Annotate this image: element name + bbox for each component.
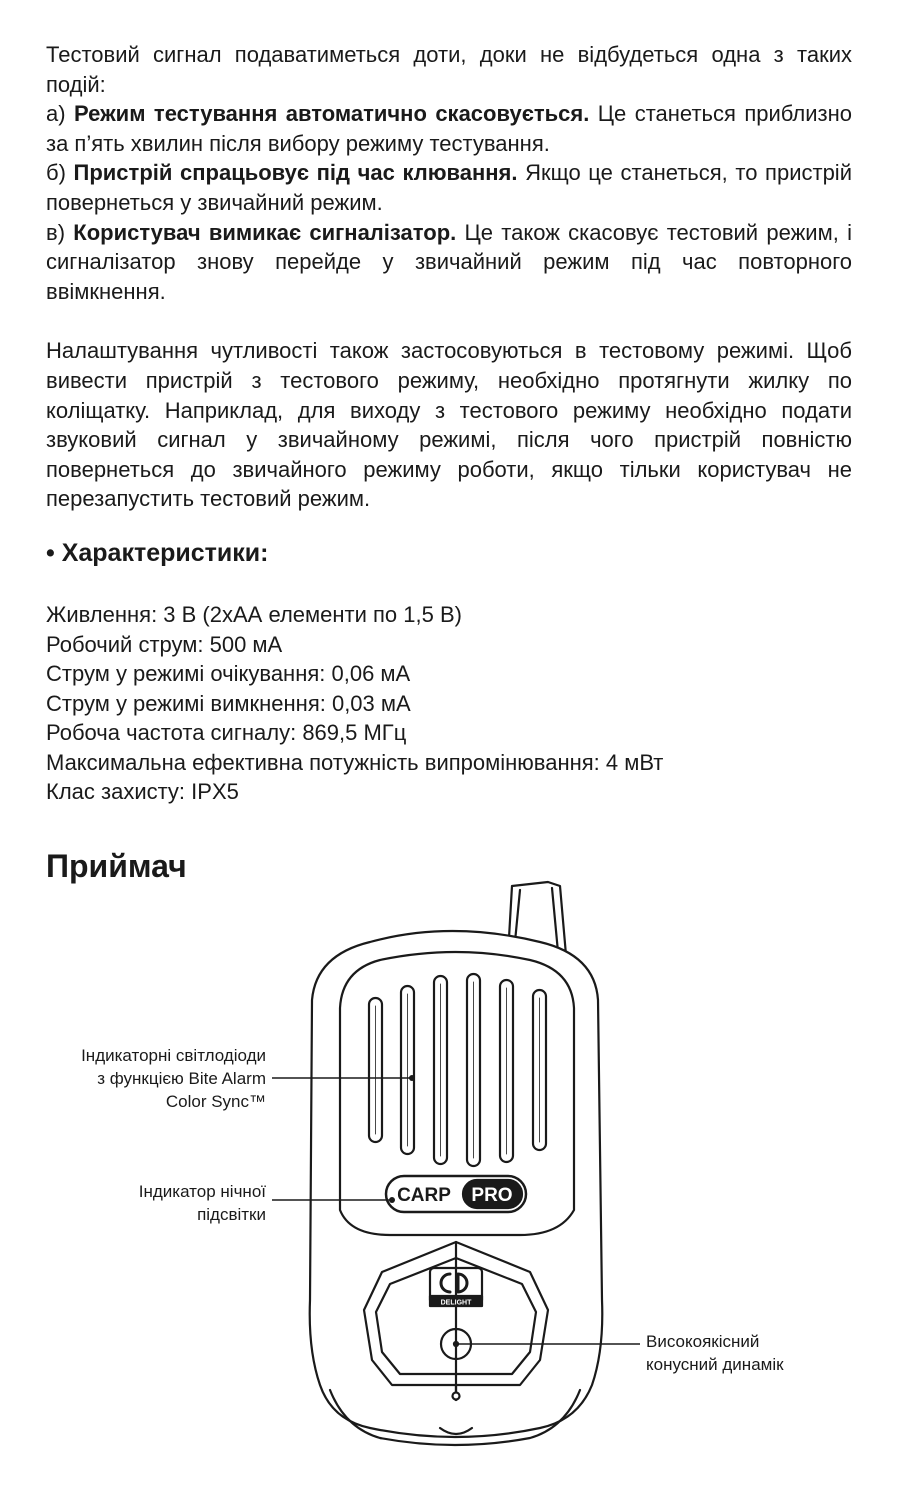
brand-carp: CARP (397, 1185, 451, 1206)
speaker-callout: Високоякісний конусний динамік (646, 1332, 784, 1374)
spec-item: Максимальна ефективна потужність випромінювання: 4 мВт (46, 749, 664, 775)
spec-item: Струм у режимі вимкнення: 0,03 мА (46, 690, 411, 716)
spec-item: Клас захисту: IPX5 (46, 779, 239, 805)
test-intro: Тестовий сигнал подаватиметься доти, доки не відбудеться одна з таких подій: (46, 42, 852, 97)
specs-list (46, 600, 852, 807)
event-a-title: Режим тестування автоматично скасовується. (74, 101, 590, 127)
event-a: а) Режим тестування автоматично скасовується. Це станеться приблизно за п’ять хвилин після вибору режиму тестування. (46, 101, 852, 156)
leds-callout: Індикаторні світлодіоди з функцією Bite Alarm Color Sync™ (81, 1046, 266, 1111)
spec-item: Робочий струм: 500 мА (46, 631, 283, 657)
specs-heading: • Характеристики: (46, 538, 269, 567)
badge-text: DELIGHT (440, 1299, 472, 1307)
event-b: б) Пристрій спрацьовує під час клювання. Якщо це станеться, то пристрій повернеться у звичайний режим. (46, 160, 852, 215)
event-b-title: Пристрій спрацьовує під час клювання. (73, 160, 518, 186)
night-light-callout: Індикатор нічної підсвітки (138, 1182, 266, 1224)
spec-item: Струм у режимі очікування: 0,06 мА (46, 661, 411, 687)
event-c-title: Користувач вимикає сигналізатор. (73, 219, 457, 245)
brand-pro: PRO (471, 1185, 513, 1206)
receiver-diagram (0, 880, 900, 1500)
manual-page (46, 40, 852, 807)
event-c: в) Користувач вимикає сигналізатор. Це також скасовує тестовий режим, і сигналізатор знову перейде у звичайний режим під час повторного ввімкнення. (46, 219, 852, 304)
spec-item: Живлення: 3 В (2хАА елементи по 1,5 В) (46, 601, 462, 627)
sensitivity-paragraph: Налаштування чутливості також застосовуються в тестовому режимі. Щоб вивести пристрій з тестового режиму, необхідно протягнути жилку по коліщатку. Наприклад, для виходу з тестового режиму необхідно подати звуковий сигнал у звичайному режимі, після чого пристрій повністю повернеться до звичайного режиму роботи, якщо тільки користувач не перезапустить тестовий режим. (46, 338, 852, 512)
spec-item: Робоча частота сигналу: 869,5 МГц (46, 720, 407, 746)
receiver-title: Приймач (46, 848, 187, 884)
receiver-illustration (0, 880, 900, 1500)
